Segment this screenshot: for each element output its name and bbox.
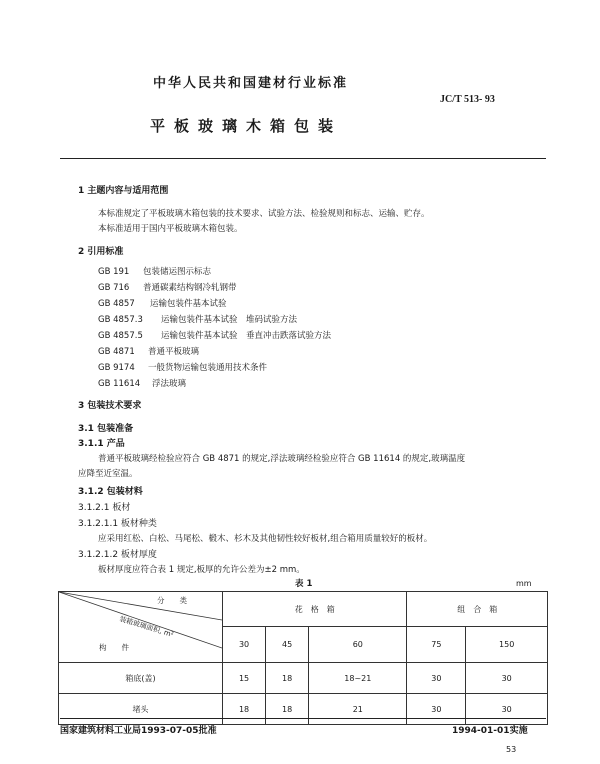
corner-label-area: 装箱玻璃面积, m²: [118, 614, 175, 640]
table-cell: 15: [223, 663, 266, 694]
standard-code: JC/T 513- 93: [440, 94, 495, 105]
subsection-heading: 3.1.2 包装材料: [78, 487, 143, 497]
subsection-heading: 3.1.1 产品: [78, 439, 125, 449]
area-value: 45: [266, 627, 309, 663]
area-value: 150: [466, 627, 548, 663]
body-paragraph: 应降至近室温。: [78, 469, 138, 479]
header-divider: [60, 158, 546, 159]
effective-date: 1994-01-01实施: [452, 726, 528, 736]
body-paragraph: 普通平板玻璃经检验应符合 GB 4871 的规定,浮法玻璃经检验应符合 GB 11614 的规定,玻璃温度: [98, 454, 466, 464]
footer-divider: [60, 718, 546, 719]
subsection-heading: 3.1 包装准备: [78, 424, 134, 434]
body-paragraph: 板材厚度应符合表 1 规定,板厚的允许公差为±2 mm。: [98, 565, 305, 575]
table-1: [58, 591, 548, 725]
reference-item: GB 11614 浮法玻璃: [98, 379, 187, 389]
section-2-heading: 2 引用标准: [78, 247, 124, 257]
corner-label-category: 分 类: [157, 596, 187, 605]
reference-item: GB 9174 一般货物运输包装通用技术条件: [98, 363, 268, 373]
table-cell: 30: [407, 694, 466, 725]
section-1-paragraph: 本标准适用于国内平板玻璃木箱包装。: [98, 224, 243, 234]
area-value: 60: [309, 627, 407, 663]
table-row: [59, 694, 548, 725]
section-3-heading: 3 包装技术要求: [78, 401, 142, 411]
group-header-flower-box: 花 格 箱: [223, 592, 407, 627]
reference-item: GB 716 普通碳素结构钢冷轧钢带: [98, 283, 237, 293]
table-cell: 30: [407, 663, 466, 694]
issuing-organization: 中华人民共和国建材行业标准: [153, 76, 349, 91]
group-header-combo-box: 组 合 箱: [407, 592, 548, 627]
table-corner-cell: [59, 592, 223, 663]
table-cell: 30: [466, 694, 548, 725]
reference-item: GB 4857.3 运输包装件基本试验 堆码试验方法: [98, 315, 298, 325]
reference-item: GB 4857 运输包装件基本试验: [98, 299, 227, 309]
corner-label-component: 构 件: [99, 643, 129, 652]
table-cell: 18: [266, 663, 309, 694]
document-title: 平板玻璃木箱包装: [150, 117, 343, 135]
table-cell: 18: [266, 694, 309, 725]
table-cell: 21: [309, 694, 407, 725]
table-cell: 30: [466, 663, 548, 694]
section-1-paragraph: 本标准规定了平板玻璃木箱包装的技术要求、试验方法、检验规则和标志、运输、贮存。: [98, 209, 430, 219]
area-value: 30: [223, 627, 266, 663]
approval-line: 国家建筑材料工业局1993-07-05批准: [60, 726, 217, 736]
reference-item: GB 4857.5 运输包装件基本试验 垂直冲击跌落试验方法: [98, 331, 332, 341]
reference-item: GB 4871 普通平板玻璃: [98, 347, 200, 357]
diagonal-line: [59, 592, 222, 620]
reference-item: GB 191 包装储运图示标志: [98, 267, 212, 277]
table-cell: 18: [223, 694, 266, 725]
body-paragraph: 应采用红松、白松、马尾松、椴木、杉木及其他韧性较好板材,组合箱用质量较好的板材。: [98, 534, 433, 544]
table-row: [59, 663, 548, 694]
area-value: 75: [407, 627, 466, 663]
subsection-heading: 3.1.2.1.1 板材种类: [78, 519, 157, 529]
row-label: 堵头: [59, 694, 223, 725]
section-1-heading: 1 主题内容与适用范围: [78, 186, 169, 196]
table-caption: 表 1: [295, 579, 313, 589]
subsection-heading: 3.1.2.1 板材: [78, 503, 131, 513]
table-cell: 18~21: [309, 663, 407, 694]
row-label: 箱底(盖): [59, 663, 223, 694]
page-number: 53: [506, 745, 517, 754]
subsection-heading: 3.1.2.1.2 板材厚度: [78, 550, 157, 560]
table-unit: mm: [516, 579, 532, 588]
